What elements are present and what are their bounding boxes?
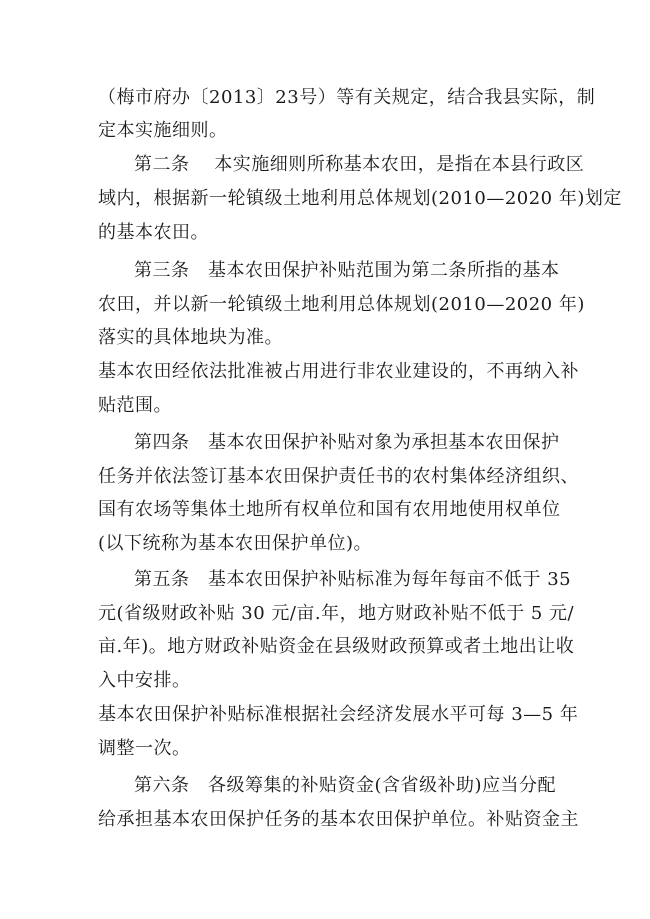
text-line: 给承担基本农田保护任务的基本农田保护单位。补贴资金主 [98, 809, 579, 830]
article-4-heading-line: 第四条 基本农田保护补贴对象为承担基本农田保护 [134, 432, 560, 453]
article-6-heading-line: 第六条 各级筹集的补贴资金(含省级补助)应当分配 [134, 775, 557, 796]
text-line: 调整一次。 [98, 738, 191, 759]
text-line: 域内，根据新一轮镇级土地利用总体规划(2010—2020 年)划定 [98, 188, 622, 209]
text-line: 农田，并以新一轮镇级土地利用总体规划(2010—2020 年) [98, 294, 585, 315]
text-line: 基本农田经依法批准被占用进行非农业建设的，不再纳入补 [98, 361, 579, 382]
text-line: 任务并依法签订基本农田保护责任书的农村集体经济组织、 [98, 466, 579, 487]
text-line: 元(省级财政补贴 30 元/亩.年，地方财政补贴不低于 5 元/ [98, 603, 575, 624]
text-line: 国有农场等集体土地所有权单位和国有农用地使用权单位 [98, 499, 561, 520]
text-line: 入中安排。 [98, 670, 191, 691]
text-line: 贴范围。 [98, 395, 172, 416]
text-line: (以下统称为基本农田保护单位)。 [98, 533, 373, 554]
text-line: 的基本农田。 [98, 222, 209, 243]
article-3-heading-line: 第三条 基本农田保护补贴范围为第二条所指的基本 [134, 260, 560, 281]
text-line: 基本农田保护补贴标准根据社会经济发展水平可每 3—5 年 [98, 704, 579, 725]
article-2-heading-line: 第二条 本实施细则所称基本农田，是指在本县行政区 [134, 154, 585, 175]
text-line: 定本实施细则。 [98, 120, 228, 141]
article-5-heading-line: 第五条 基本农田保护补贴标准为每年每亩不低于 35 [134, 569, 572, 590]
text-line: 亩.年)。地方财政补贴资金在县级财政预算或者土地出让收 [98, 636, 575, 657]
text-line: 落实的具体地块为准。 [98, 327, 283, 348]
text-line: （梅市府办〔2013〕23号）等有关规定，结合我县实际，制 [98, 87, 596, 108]
